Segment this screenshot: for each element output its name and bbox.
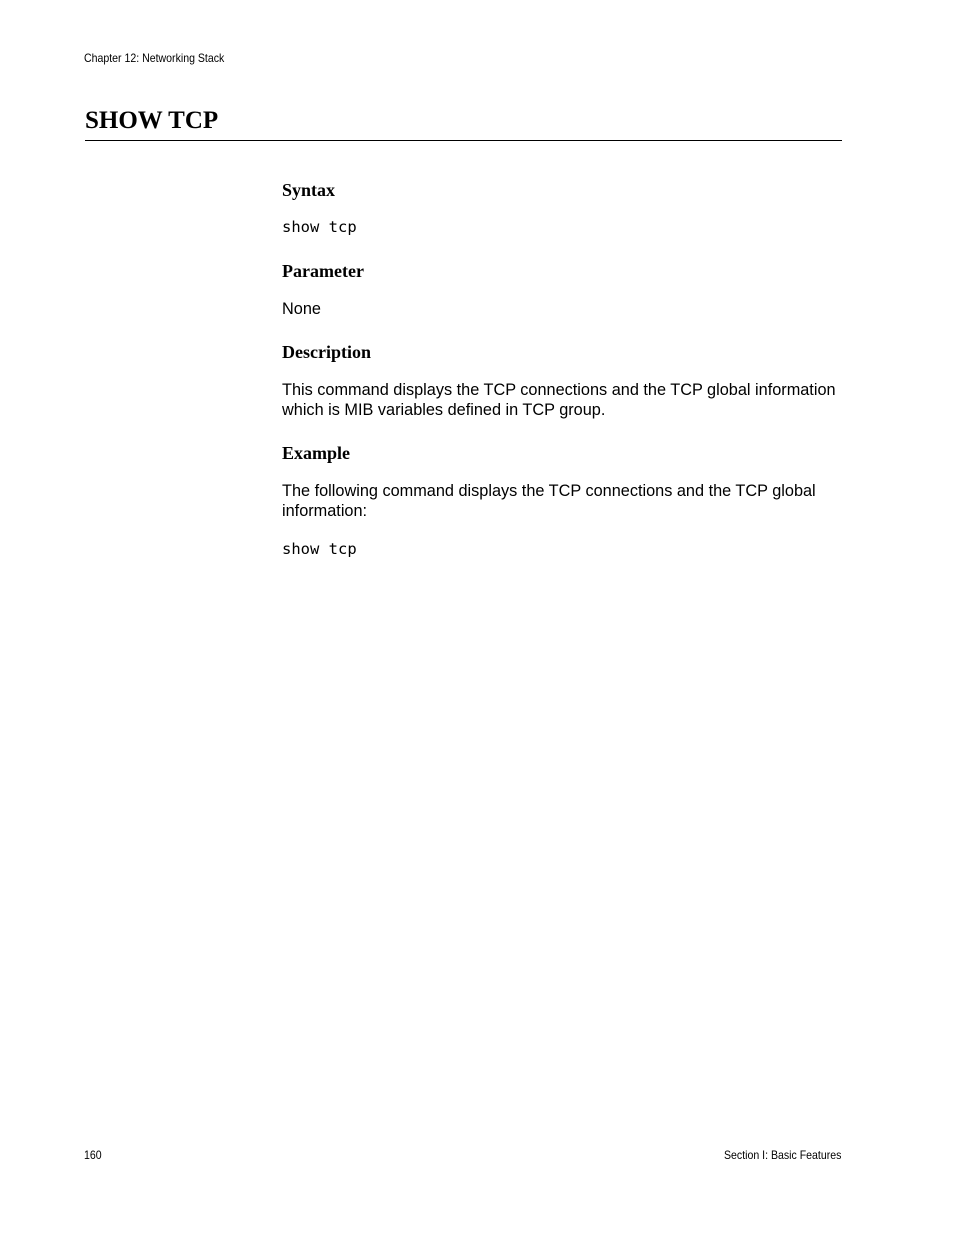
description-text: This command displays the TCP connections and the TCP global information which is MIB variables defined in TCP group. [282, 381, 836, 419]
footer-section: Section I: Basic Features [723, 1148, 841, 1162]
parameter-heading: Parameter [282, 261, 364, 281]
description-heading: Description [282, 342, 371, 362]
parameter-text: None [282, 300, 321, 318]
example-heading: Example [282, 443, 351, 463]
syntax-heading: Syntax [282, 180, 336, 200]
example-code: show tcp [282, 540, 357, 558]
title-rule [85, 140, 842, 141]
syntax-code: show tcp [282, 218, 357, 236]
running-header: Chapter 12: Networking Stack [84, 51, 225, 65]
example-text: The following command displays the TCP connections and the TCP global information: [282, 482, 816, 520]
page-number: 160 [84, 1148, 102, 1162]
page-title: SHOW TCP [85, 107, 219, 134]
